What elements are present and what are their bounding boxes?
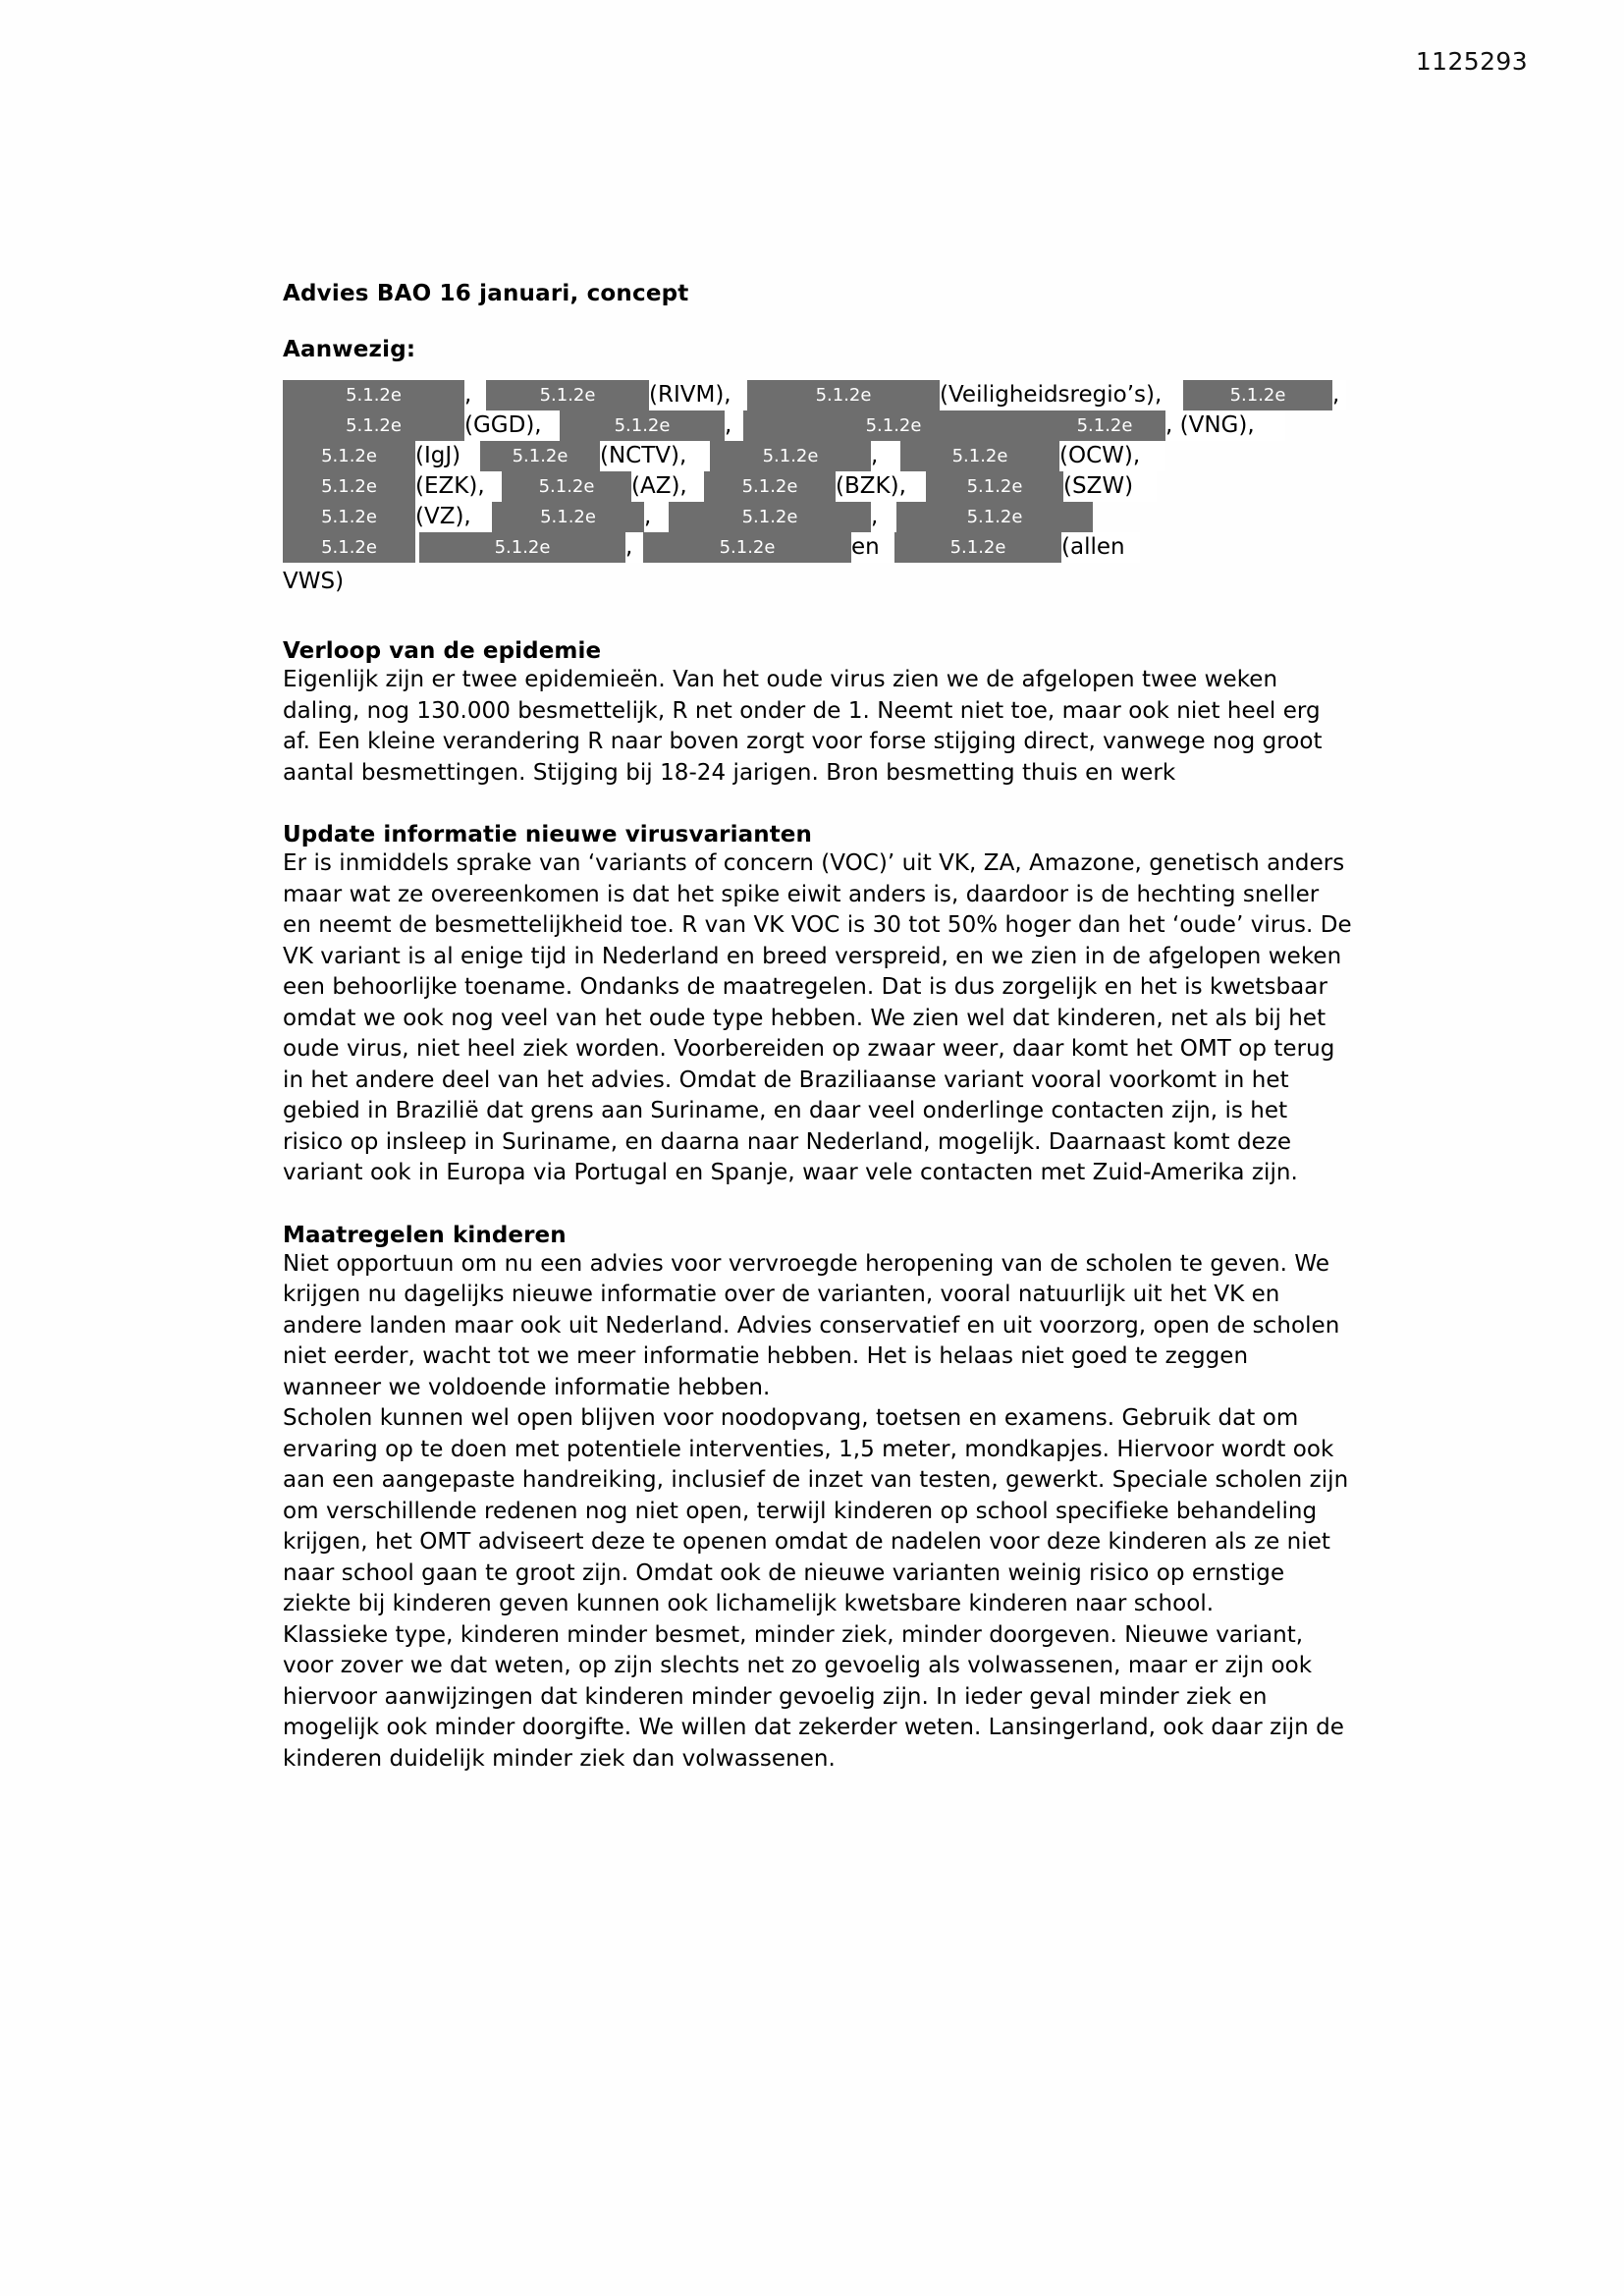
attendees-redaction-block	[283, 380, 1353, 563]
section-heading: Verloop van de epidemie	[283, 638, 602, 664]
redaction-mark: 5.1.2e	[283, 502, 415, 532]
redaction-mark: 5.1.2e	[283, 471, 415, 502]
attendees-row	[283, 410, 1353, 441]
redaction-mark: 5.1.2e	[560, 410, 725, 441]
attendee-organisation-label: ,	[644, 502, 669, 532]
attendee-organisation-label: (IgJ)	[415, 441, 480, 471]
attendee-organisation-label: (NCTV),	[600, 441, 710, 471]
section-paragraph: Scholen kunnen wel open blijven voor noodopvang, toetsen en examens. Gebruik dat om ervaring op te doen met potentiele interventies, 1,5 meter, mondkapjes. Hiervoor wordt ook aan een aangepaste handreiking, inclusief de inzet van testen, gewerkt. Speciale scholen zijn om verschillende redenen nog niet open, terwijl kinderen op school specifieke behandeling krijgen, het OMT adviseert deze te openen omdat de nadelen voor deze kinderen als ze niet naar school gaan te groot zijn. Omdat ook de nieuwe varianten weinig risico op ernstige ziekte bij kinderen geven kunnen ook lichamelijk kwetsbare kinderen naar school.	[283, 1405, 1349, 1616]
section-update-informatie-nieuwe-virusvarianten	[283, 822, 1353, 1189]
redaction-mark: 5.1.2e	[704, 471, 836, 502]
attendee-organisation-label: (EZK),	[415, 471, 502, 502]
redaction-mark: 5.1.2e	[283, 410, 464, 441]
page-title: Advies BAO 16 januari, concept	[283, 281, 689, 306]
redaction-mark: 5.1.2e	[743, 410, 1044, 441]
redaction-mark: 5.1.2e	[1183, 380, 1332, 410]
section-heading: Maatregelen kinderen	[283, 1222, 567, 1248]
attendee-organisation-label: (GGD),	[464, 410, 560, 441]
attendee-organisation-label: ,	[871, 441, 900, 471]
redaction-mark: 5.1.2e	[502, 471, 631, 502]
redaction-mark: 5.1.2e	[486, 380, 649, 410]
attendee-organisation-label: (OCW),	[1059, 441, 1165, 471]
attendee-organisation-label: (Veiligheidsregio’s),	[940, 380, 1183, 410]
redaction-mark: 5.1.2e	[283, 380, 464, 410]
document-sections	[283, 638, 1353, 1775]
section-paragraph: Eigenlijk zijn er twee epidemieën. Van het oude virus zien we de afgelopen twee weken daling, nog 130.000 besmettelijk, R net onder de 1. Neemt niet toe, maar ook niet heel erg af. Een kleine verandering R naar boven zorgt voor forse stijging direct, vanwege nog groot aantal besmettingen. Stijging bij 18-24 jarigen. Bron besmetting thuis en werk	[283, 667, 1323, 786]
redaction-mark: 5.1.2e	[894, 532, 1061, 563]
redaction-mark: 5.1.2e	[747, 380, 940, 410]
redaction-mark: 5.1.2e	[480, 441, 600, 471]
redaction-mark: 5.1.2e	[900, 441, 1059, 471]
attendee-organisation-label: ,	[464, 380, 486, 410]
attendees-heading: Aanwezig:	[283, 337, 416, 362]
section-maatregelen-kinderen	[283, 1223, 1353, 1776]
attendee-organisation-label: (VZ),	[415, 502, 492, 532]
attendee-organisation-label: en	[851, 532, 894, 563]
redaction-mark: 5.1.2e	[283, 441, 415, 471]
section-verloop-van-de-epidemie	[283, 638, 1353, 789]
attendee-organisation-label: , (VNG),	[1165, 410, 1285, 441]
attendee-organisation-label: (SZW)	[1063, 471, 1157, 502]
redaction-mark: 5.1.2e	[492, 502, 644, 532]
attendee-organisation-label: (allen	[1061, 532, 1140, 563]
redaction-mark: 5.1.2e	[643, 532, 851, 563]
attendee-organisation-label: (BZK),	[836, 471, 926, 502]
attendee-organisation-label: ,	[725, 410, 743, 441]
section-paragraph: Er is inmiddels sprake van ‘variants of concern (VOC)’ uit VK, ZA, Amazone, genetisch anders maar wat ze overeenkomen is dat het spike eiwit anders is, daardoor is de hechting sneller en neemt de besmettelijkheid toe. R van VK VOC is 30 tot 50% hoger dan het ‘oude’ virus. De VK variant is al enige tijd in Nederland en breed verspreid, en we zien in de afgelopen weken een behoorlijke toename. Ondanks de maatregelen. Dat is dus zorgelijk en het is kwetsbaar omdat we ook nog veel van het oude type hebben. We zien wel dat kinderen, net als bij het oude virus, niet heel ziek worden. Voorbereiden op zwaar weer, daar komt het OMT op terug in het andere deel van het advies. Omdat de Braziliaanse variant vooral voorkomt in het gebied in Brazilië dat grens aan Suriname, en daar veel onderlinge contacten zijn, is het risico op insleep in Suriname, en daarna naar Nederland, mogelijk. Daarnaast komt deze variant ook in Europa via Portugal en Spanje, waar vele contacten met Zuid-Amerika zijn.	[283, 850, 1352, 1185]
redaction-mark: 5.1.2e	[419, 532, 625, 563]
section-paragraph: Klassieke type, kinderen minder besmet, minder ziek, minder doorgeven. Nieuwe variant, voor zover we dat weten, op zijn slechts net zo gevoelig als volwassenen, maar er zijn ook hiervoor aanwijzingen dat kinderen minder gevoelig zijn. In ieder geval minder ziek en mogelijk ook minder doorgifte. We willen dat zekerder weten. Lansingerland, ook daar zijn de kinderen duidelijk minder ziek dan volwassenen.	[283, 1621, 1344, 1772]
section-paragraph: Niet opportuun om nu een advies voor vervroegde heropening van de scholen te geven. We krijgen nu dagelijks nieuwe informatie over de varianten, vooral natuurlijk uit het VK en andere landen maar ook uit Nederland. Advies conservatief en uit voorzorg, open de scholen niet eerder, wacht tot we meer informatie hebben. Het is helaas niet goed te zeggen wanneer we voldoende informatie hebben.	[283, 1250, 1340, 1400]
section-heading: Update informatie nieuwe virusvarianten	[283, 822, 812, 847]
redaction-mark: 5.1.2e	[896, 502, 1093, 532]
redaction-mark: 5.1.2e	[1044, 410, 1165, 441]
attendee-organisation-label: (RIVM),	[649, 380, 747, 410]
redaction-mark: 5.1.2e	[926, 471, 1063, 502]
attendee-organisation-label: ,	[625, 532, 643, 563]
redaction-mark: 5.1.2e	[283, 532, 415, 563]
attendees-row	[283, 532, 1353, 563]
document-content	[283, 281, 1353, 1775]
attendees-row	[283, 380, 1353, 410]
attendee-organisation-label: ,	[871, 502, 896, 532]
attendees-closing-line: VWS)	[283, 569, 345, 594]
attendee-organisation-label: ,	[1332, 380, 1346, 410]
attendees-row	[283, 502, 1353, 532]
page-number: 1125293	[1415, 47, 1528, 76]
attendee-organisation-label: (AZ),	[631, 471, 704, 502]
attendees-row	[283, 441, 1353, 471]
redaction-mark: 5.1.2e	[710, 441, 871, 471]
attendees-row	[283, 471, 1353, 502]
redaction-mark: 5.1.2e	[669, 502, 871, 532]
